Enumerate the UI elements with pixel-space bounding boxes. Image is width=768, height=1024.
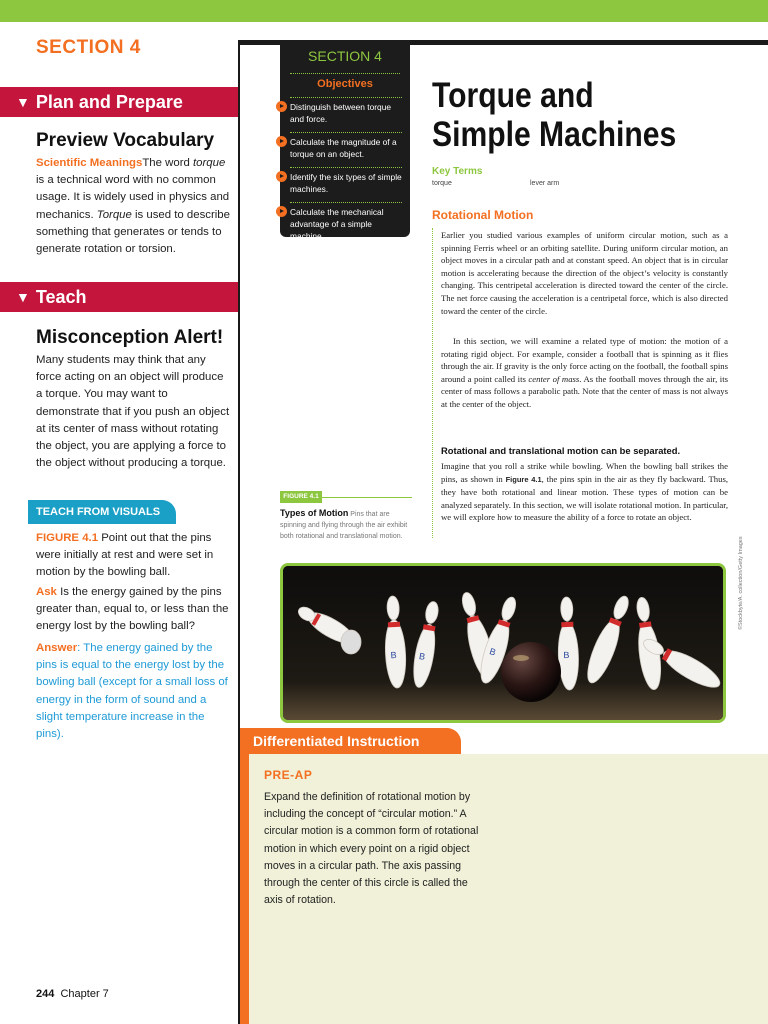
page-title: Torque and Simple Machines xyxy=(432,76,677,154)
teach-bar xyxy=(0,282,238,312)
arrow-bullet-icon xyxy=(276,101,287,112)
svg-text:B: B xyxy=(390,649,397,661)
objectives-box xyxy=(280,40,410,241)
rotational-motion-heading: Rotational Motion xyxy=(432,208,534,222)
section-label: SECTION 4 xyxy=(36,37,141,58)
plan-prepare-bar xyxy=(0,87,238,117)
pre-ap-text: Expand the definition of rotational motion by including the concept of “circular motion.” A circular motion is a common form of rotational motion in which every point on a rigid object moves in a circular path. The axis passing through the center of this circle is called the axis of rotation. xyxy=(264,791,479,907)
teach-label: Teach xyxy=(35,287,87,307)
triangle-down-icon: ▼ xyxy=(16,94,30,110)
misconception-heading: Misconception Alert! xyxy=(36,327,224,348)
objectives-section-label: SECTION 4 xyxy=(308,48,382,64)
figure-caption: Types of Motion Pins that are spinning and flying through the air exhibit both rotational and translational motion. xyxy=(280,508,408,540)
top-color-band xyxy=(0,0,768,22)
preview-vocabulary-heading: Preview Vocabulary xyxy=(36,130,215,151)
dotted-rule xyxy=(432,228,433,538)
answer-paragraph: Answer: The energy gained by the pins is equal to the energy lost by the bowling ball (except for a small loss of energy in the form of sound and a slight temperature increase in the pins). xyxy=(36,642,228,741)
body-paragraph: In this section, we will examine a related type of motion: the motion of a rotating rigid object. For example, consider a football that is spinning as it flies through the air. If gravity is the only force acting on the football, the football spins around a point called its center of mass. As the football moves through the air, its center of mass follows a parabolic path. Note that the center of mass is not always at the center of the object. xyxy=(441,336,728,409)
differentiated-instruction-tab: Differentiated Instruction xyxy=(240,728,461,754)
ask-paragraph: Ask Is the energy gained by the pins greater than, equal to, or less than the energy lost by the bowling ball? xyxy=(36,586,229,633)
key-term: lever arm xyxy=(530,180,560,187)
arrow-bullet-icon xyxy=(276,171,287,182)
objective-item: Distinguish between torque and force. xyxy=(290,97,402,125)
pre-ap-label: PRE-AP xyxy=(264,768,313,782)
figure-caption-title: Types of Motion xyxy=(280,508,349,518)
vocabulary-paragraph: Scientific MeaningsThe word torque is a technical word with no common usage. It is widely used in physics and mechanics. Torque is used to describe something that generates or tends to generate rotation or torsion. xyxy=(36,157,230,256)
orange-stripe xyxy=(240,754,249,1024)
svg-text:B: B xyxy=(418,651,426,662)
objective-item: Calculate the mechanical advantage of a simple machine. xyxy=(290,202,402,242)
figure-badge: FIGURE 4.1 xyxy=(280,491,322,503)
figure-note-paragraph: FIGURE 4.1 Point out that the pins were initially at rest and were set in motion by the bowling ball. xyxy=(36,532,214,579)
page-number: 244 xyxy=(36,988,55,1000)
chapter-label: Chapter 7 xyxy=(60,988,109,1000)
bowling-pins-illustration xyxy=(283,566,723,720)
objectives-label: Objectives xyxy=(317,78,373,90)
subheading: Rotational and translational motion can be separated. xyxy=(441,445,681,456)
bowling-pins-photo xyxy=(280,563,726,723)
svg-text:B: B xyxy=(563,649,570,661)
svg-text:B: B xyxy=(488,646,498,658)
key-term: torque xyxy=(432,180,452,187)
objective-item: Calculate the magnitude of a torque on an object. xyxy=(290,132,402,160)
plan-prepare-label: Plan and Prepare xyxy=(35,92,183,112)
key-terms-label: Key Terms xyxy=(432,166,483,177)
scientific-meanings-label: Scientific Meanings xyxy=(36,157,143,169)
misconception-paragraph: Many students may think that any force acting on an object will produce a torque. You may want to demonstrate that if you push an object at its center of mass without rotating the object, you are applying a force to the object without producing a torque. xyxy=(36,354,230,470)
divider xyxy=(290,73,400,74)
arrow-bullet-icon xyxy=(276,136,287,147)
page-footer xyxy=(36,988,109,1000)
teach-from-visuals-label: TEACH FROM VISUALS xyxy=(28,500,176,524)
body-paragraph: Earlier you studied various examples of uniform circular motion, such as a spinning Ferris wheel or an orbiting satellite. During uniform circular motion, an object moves in a circular path and at constant speed. An object that is in circular motion is accelerating because the direction of the object’s velocity is constantly changing. This centripetal acceleration is directed toward the center of the circle. The net force causing the acceleration is a centripetal force, which is also directed toward the center of the circle. xyxy=(441,230,728,316)
body-paragraph: Imagine that you roll a strike while bowling. When the bowling ball strikes the pins, as shown in Figure 4.1, the pins spin in the air as they fly backward. Thus, they have both rotational and linear motion. These types of motion can be analyzed separately. In this section, we will isolate rotational motion. In particular, we will explore how to measure the ability of a force to rotate an object. xyxy=(441,461,728,523)
triangle-down-icon: ▼ xyxy=(16,289,30,305)
photo-credit: ©Stockbyte/A. collection/Getty Images xyxy=(738,536,744,630)
arrow-bullet-icon xyxy=(276,206,287,217)
objective-item: Identify the six types of simple machines. xyxy=(290,167,402,195)
figure-rule xyxy=(322,497,412,498)
